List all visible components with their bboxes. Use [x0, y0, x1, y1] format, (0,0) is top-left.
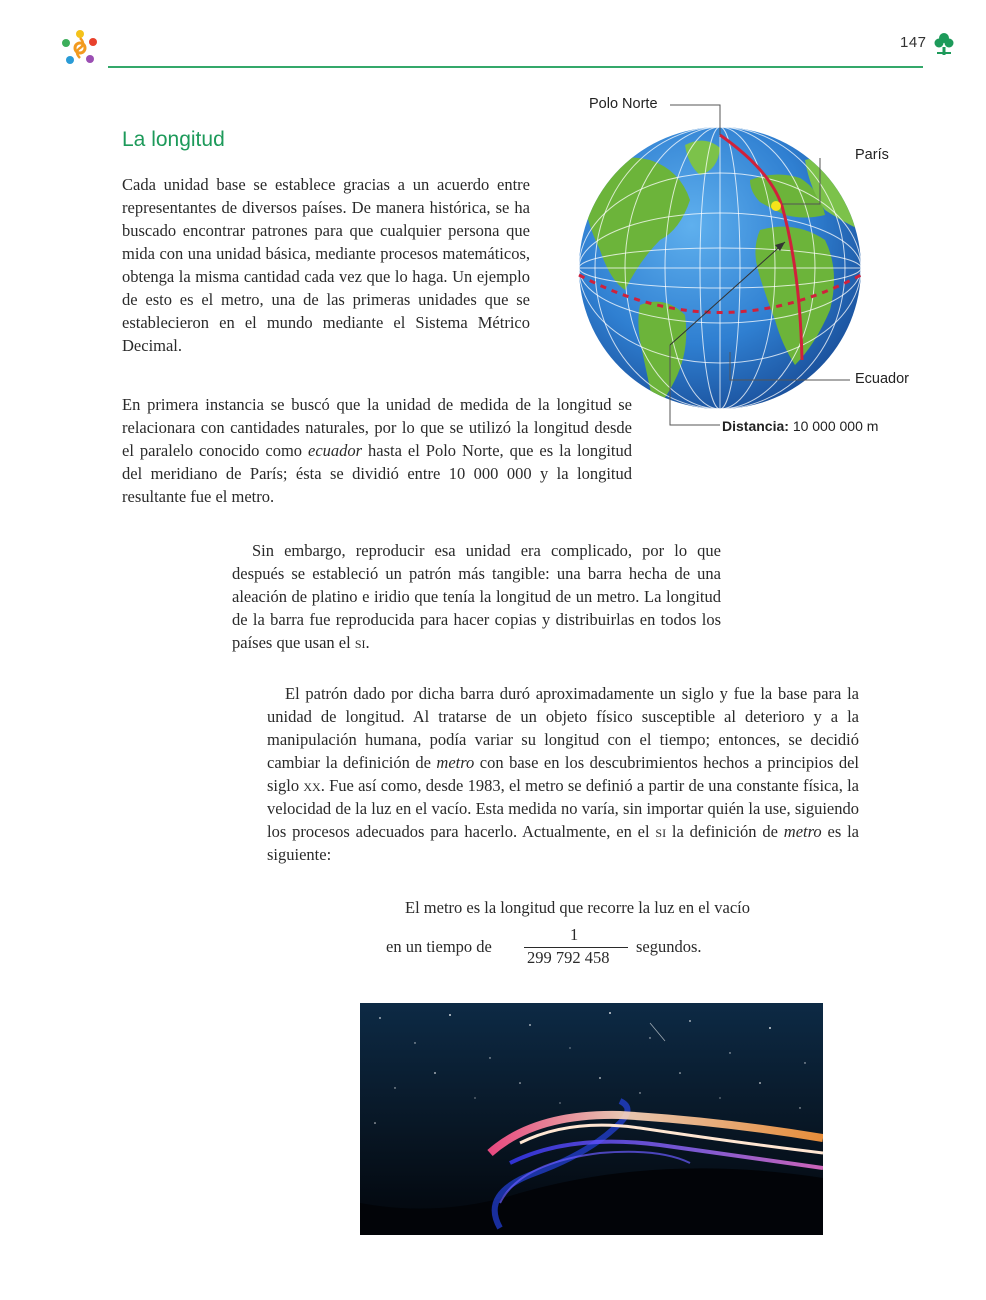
paragraph-bar-standard	[232, 539, 721, 654]
definition-line: El metro es la longitud que recorre la luz en el vacío	[405, 898, 750, 917]
p4-century-abbrev: xx	[303, 776, 321, 795]
p4-text-b: con base en los descubrimientos hechos a principios del siglo	[267, 753, 860, 795]
paragraph-intro: Cada unidad base se establece gracias a un acuerdo entre representantes de diversos países. De manera histórica, se ha buscado encontrar patrones para que cualquier persona que mida con una unidad básica, mediante procesos matemáticos, obtenga la misma cantidad cada vez que lo haga. Un ejemplo de esto es el metro, una de las primeras unidades que se establecieron en el mundo mediante el Sistema Métrico Decimal.	[122, 175, 530, 355]
p2-emphasis: ecuador	[308, 441, 363, 460]
header-rule	[108, 66, 923, 68]
p3-text-a: Sin embargo, reproducir esa unidad era complicado, por lo que después se estableció un patrón más tangible: una barra hecha de una aleación de platino e iridio que tenía la longitud de un metro. La longitud de la barra fue reproducida para hacer copias y distribuirlas en todos los países que usan el	[232, 541, 721, 652]
label-distance-value: 10 000 000 m	[792, 418, 879, 434]
fraction-denominator: 299 792 458	[527, 948, 610, 967]
label-north-pole: Polo Norte	[589, 96, 658, 112]
p2-text-a: En primera instancia se buscó que la unidad de medida de la longitud se relacionara con cantidades naturales, por lo que se utilizó la longitud desde el paralelo conocido como	[122, 395, 632, 460]
label-distance	[722, 418, 878, 434]
section-title: La longitud	[122, 128, 225, 151]
p4-text-a: El patrón dado por dicha barra duró aproximadamente un siglo y fue la base para la unidad de longitud. Al tratarse de un objeto físico susceptible al deterioro y a la manipulación humana, podía variar su longitud con el tiempo; entonces, se decidió cambiar la definición de	[267, 684, 859, 772]
paragraph-light-definition	[267, 682, 859, 866]
fraction-numerator: 1	[570, 925, 579, 944]
light-trails-photo	[360, 1003, 823, 1235]
label-equator: Ecuador	[855, 371, 910, 387]
flower-logo-icon	[58, 26, 102, 70]
p4-emphasis-1: metro	[436, 753, 475, 772]
p4-text-c: . Fue así como, desde 1983, el metro se definió a partir de una constante física, la velocidad de la luz en el vacío. Esta medida no varía, sin importar quién la use, siguiendo los procesos adecuados para hacerlo. Actualmente, en el	[267, 776, 859, 841]
definition-prefix: en un tiempo de	[386, 937, 492, 956]
tree-icon	[934, 32, 954, 56]
p3-si-abbrev: si	[354, 633, 366, 652]
definition-suffix: segundos.	[636, 937, 702, 956]
p4-text-d: la definición de	[666, 822, 784, 841]
label-distance-title: Distancia:	[722, 418, 789, 434]
p4-emphasis-2: metro	[783, 822, 822, 841]
paragraph-ecuador	[122, 393, 632, 508]
label-paris: París	[855, 147, 889, 163]
p3-text-b: .	[365, 633, 370, 652]
page-number: 147	[900, 34, 927, 51]
p2-text-b: hasta el Polo Norte, que es la longitud del meridiano de París; ésta se dividió entre 10 000 000 y la longitud resultante fue el metro.	[122, 441, 632, 506]
p4-si-abbrev: si	[655, 822, 667, 841]
globe-figure	[570, 90, 930, 440]
paris-dot	[771, 201, 781, 211]
p4-text-e: es la siguiente:	[267, 822, 859, 864]
